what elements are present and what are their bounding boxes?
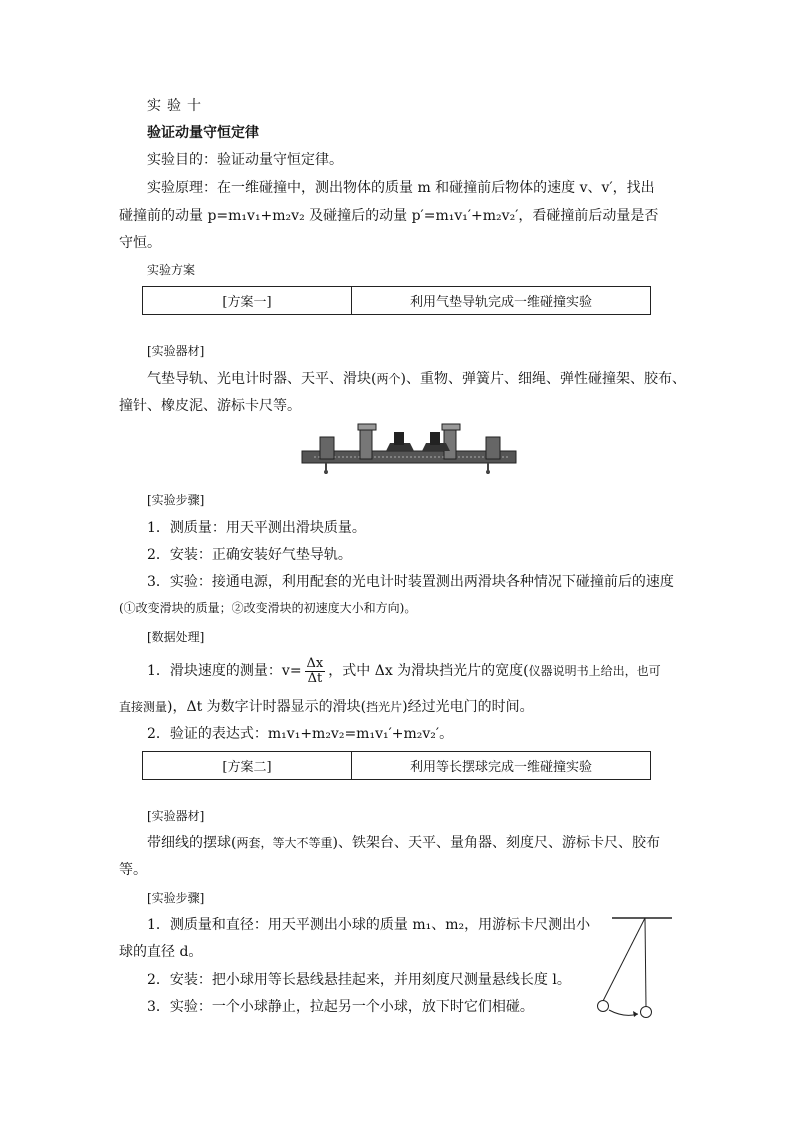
plan1-step-3: 3．实验：接通电源，利用配套的光电计时装置测出两滑块各种情况下碰撞前后的速度 xyxy=(147,574,674,590)
plan2-step-2: 2．安装：把小球用等长悬线悬挂起来，并用刻度尺测量悬线长度 l。 xyxy=(147,972,571,988)
section-title: 实验十 xyxy=(147,98,207,114)
plan1-equipment-line-2: 撞针、橡皮泥、游标卡尺等。 xyxy=(119,398,301,414)
plan2-name: [方案二] xyxy=(143,752,352,779)
plan2-step-3: 3．实验：一个小球静止，拉起另一个小球，放下时它们相碰。 xyxy=(147,999,534,1015)
data-line-1: 1．滑块速度的测量：v= $\frac{\Delta x}{\Delta t}$ ，式中 Δx 为滑块挡光片的宽度(仪器说明书上给出，也可 xyxy=(147,655,661,686)
plan1-table xyxy=(142,286,651,315)
plan2-step-1: 1．测质量和直径：用天平测出小球的质量 m₁、m₂，用游标卡尺测出小 xyxy=(147,917,591,933)
data-line-2: 2．验证的表达式：m₁v₁+m₂v₂=m₁v₁′+m₂v₂′。 xyxy=(147,726,454,742)
pendulum-illustration xyxy=(590,910,680,1025)
plan2-desc: 利用等长摆球完成一维碰撞实验 xyxy=(409,760,592,775)
plan1-equipment-heading: [实验器材] xyxy=(147,344,205,358)
plan1-desc: 利用气垫导轨完成一维碰撞实验 xyxy=(409,295,592,310)
plan-heading: 实验方案 xyxy=(147,263,196,277)
principle-line-3: 守恒。 xyxy=(119,235,161,251)
data-line-1b: 直接测量)，Δt 为数字计时器显示的滑块(挡光片)经过光电门的时间。 xyxy=(119,699,534,715)
plan2-equipment-line-2: 等。 xyxy=(119,862,147,878)
velocity-fraction: $\frac{\Delta x}{\Delta t}$ xyxy=(306,655,324,686)
plan1-step-3-note: (①改变滑块的质量；②改变滑块的初速度大小和方向)。 xyxy=(119,601,417,615)
principle-line-1: 实验原理：在一维碰撞中，测出物体的质量 m 和碰撞前后物体的速度 v、v′，找出 xyxy=(147,180,655,196)
data-heading: [数据处理] xyxy=(147,630,205,644)
plan2-equipment-heading: [实验器材] xyxy=(147,809,205,823)
plan1-equipment-line-1: 气垫导轨、光电计时器、天平、滑块(两个)、重物、弹簧片、细绳、弹性碰撞架、胶布、 xyxy=(147,371,686,387)
plan1-step-1: 1．测质量：用天平测出滑块质量。 xyxy=(147,520,366,536)
plan2-steps-heading: [实验步骤] xyxy=(147,891,205,905)
principle-line-2: 碰撞前的动量 p=m₁v₁+m₂v₂ 及碰撞后的动量 p′=m₁v₁′+m₂v₂′，看碰撞前后动量是否 xyxy=(119,208,659,224)
purpose-line: 实验目的：验证动量守恒定律。 xyxy=(147,152,343,168)
plan2-step-1b: 球的直径 d。 xyxy=(119,944,203,960)
plan1-name: [方案一] xyxy=(143,287,352,314)
air-track-illustration xyxy=(300,420,520,482)
plan2-equipment-line-1: 带细线的摆球(两套，等大不等重)、铁架台、天平、量角器、刻度尺、游标卡尺、胶布 xyxy=(147,835,660,851)
plan1-step-2: 2．安装：正确安装好气垫导轨。 xyxy=(147,547,352,563)
plan2-table xyxy=(142,751,651,780)
section-subtitle: 验证动量守恒定律 xyxy=(147,125,259,141)
plan1-steps-heading: [实验步骤] xyxy=(147,493,205,507)
